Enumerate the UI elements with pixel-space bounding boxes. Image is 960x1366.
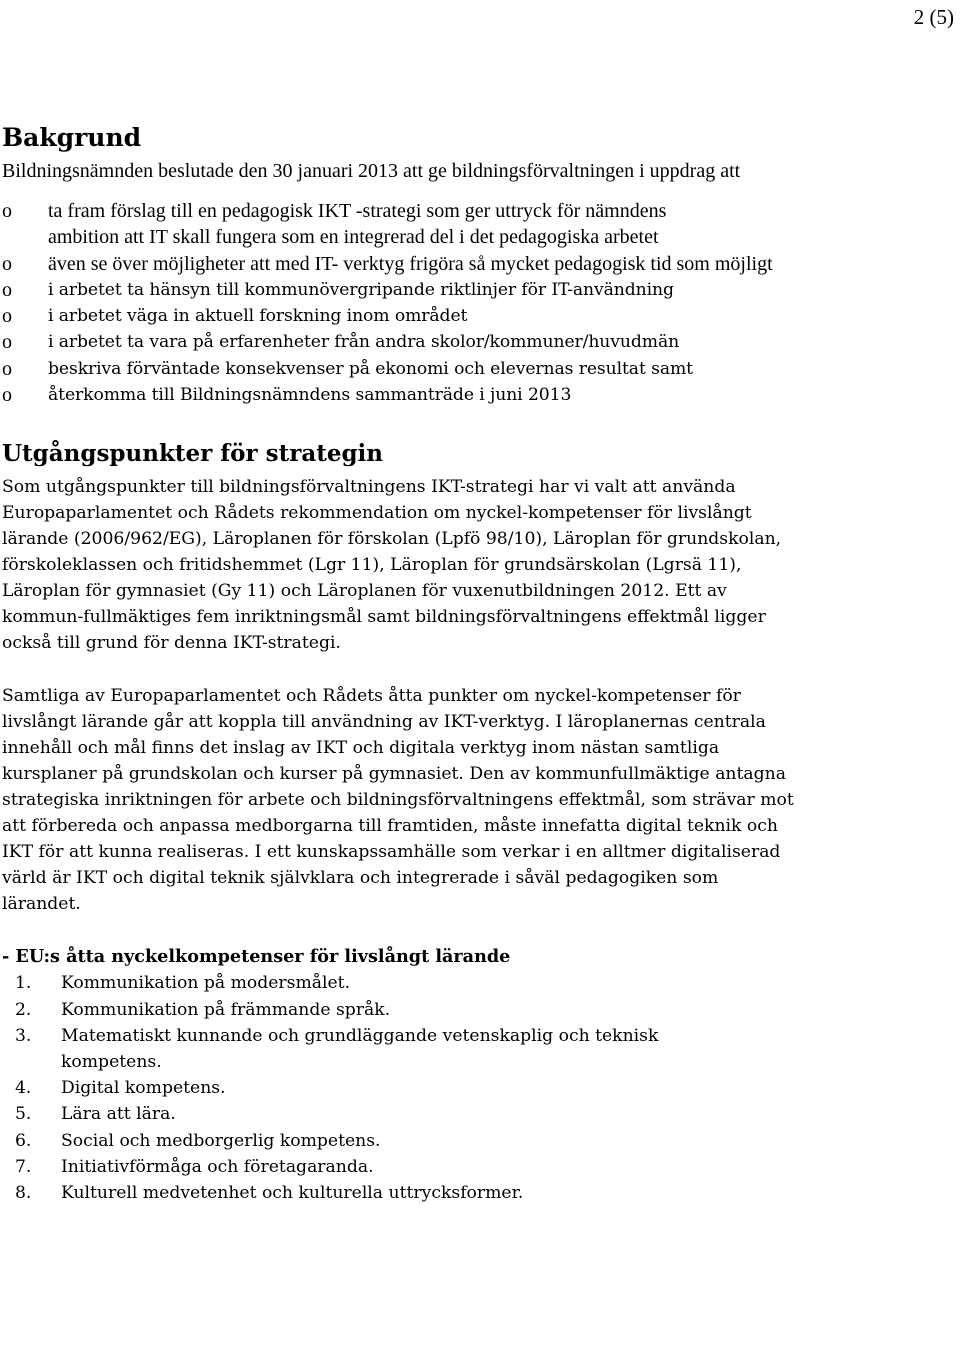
assignment-text: även se över möjligheter att med IT- verktyg frigöra så mycket pedagogisk tid som möjligt: [48, 252, 773, 275]
competence-list: [2, 970, 952, 1206]
competence-text: Social och medborgerlig kompetens.: [61, 1130, 381, 1151]
assignment-item: [2, 329, 952, 355]
competence-number: 5.: [15, 1104, 32, 1125]
list-bullet: o: [2, 305, 12, 328]
competence-item: [2, 1154, 741, 1180]
competence-number: 3.: [15, 1025, 32, 1046]
competence-item: [2, 997, 741, 1023]
assignment-text: i arbetet ta vara på erfarenheter från andra skolor/kommuner/huvudmän: [48, 332, 680, 353]
competence-number: 7.: [15, 1156, 32, 1177]
page-number: 2 (5): [913, 5, 954, 29]
competence-text: Matematiskt kunnande och grundläggande vetenskaplig och teknisk kompetens.: [61, 1025, 659, 1072]
assignment-item: [2, 251, 952, 277]
list-bullet: o: [2, 357, 12, 380]
competence-number: 2.: [15, 999, 32, 1020]
assignment-text: beskriva förväntade konsekvenser på ekonomi och elevernas resultat samt: [48, 358, 693, 379]
assignment-item: [2, 382, 952, 408]
heading-eu-key-competences: - EU:s åtta nyckelkompetenser för livslångt lärande: [2, 946, 511, 968]
paragraph-utgangspunkter: Som utgångspunkter till bildningsförvaltningens IKT-strategi har vi valt att använda Europaparlamentet och Rådets rekommendation om nyckel-kompetenser för livslångt lärande (2006/962/EG), Läroplanen för förskolan (Lpfö 98/10), Läroplan för grundskolan, förskoleklassen och fritidshemmet (Lgr 11), Läroplan för grundsärskolan (Lgrsä 11), Läroplan för gymnasiet (Gy 11) och Läroplanen för vuxenutbildningen 2012. Ett av kommun-fullmäktiges fem inriktningsmål samt bildningsförvaltningens effektmål ligger också till grund för denna IKT-strategi.: [2, 477, 782, 654]
list-bullet: o: [2, 331, 12, 354]
heading-bakgrund: Bakgrund: [2, 123, 142, 152]
bakgrund-intro: Bildningsnämnden beslutade den 30 januari 2013 att ge bildningsförvaltningen i uppdrag att: [2, 160, 741, 182]
competence-item: [2, 1101, 741, 1127]
assignment-text: ta fram förslag till en pedagogisk IKT -strategi som ger uttryck för nämndens ambition att IT skall fungera som en integrerad del i det pedagogiska arbetet: [48, 200, 667, 249]
list-bullet: o: [2, 200, 12, 222]
competence-item: [2, 1023, 741, 1075]
competence-item: [2, 1128, 741, 1154]
competence-item: [2, 1075, 741, 1101]
assignment-text: i arbetet väga in aktuell forskning inom området: [48, 306, 468, 327]
competence-text: Initiativförmåga och företagaranda.: [61, 1156, 374, 1177]
competence-number: 1.: [15, 973, 32, 994]
competence-number: 8.: [15, 1183, 32, 1203]
assignment-item: [2, 303, 952, 329]
heading-utgangspunkter: Utgångspunkter för strategin: [2, 440, 384, 468]
list-bullet: o: [2, 278, 12, 301]
competence-item: [2, 1180, 741, 1206]
competence-item: [2, 970, 741, 996]
document-body: [2, 120, 952, 1206]
assignment-item: [2, 356, 952, 382]
assignment-list: [2, 198, 952, 408]
competence-text: Kulturell medvetenhet och kulturella uttrycksformer.: [61, 1183, 524, 1203]
assignment-item: [2, 277, 952, 303]
competence-text: Kommunikation på främmande språk.: [61, 999, 391, 1020]
paragraph-nyckelkompetenser: Samtliga av Europaparlamentet och Rådets åtta punkter om nyckel-kompetenser för livslångt lärande går att koppla till användning av IKT-verktyg. I läroplanernas centrala innehåll och mål finns det inslag av IKT och digitala verktyg inom nästan samtliga kursplaner på grundskolan och kurser på gymnasiet. Den av kommunfullmäktige antagna strategiska inriktningen för arbete och bildningsförvaltningens effektmål, som strävar mot att förbereda och anpassa medborgarna till framtiden, måste innefatta digital teknik och IKT för att kunna realiseras. I ett kunskapssamhälle som verkar i en alltmer digitaliserad värld är IKT och digital teknik självklara och integrerade i såväl pedagogiken som lärandet.: [2, 686, 794, 915]
assignment-text: i arbetet ta hänsyn till kommunövergripande riktlinjer för IT-användning: [48, 279, 674, 300]
list-bullet: o: [2, 384, 12, 407]
assignment-text: återkomma till Bildningsnämndens sammanträde i juni 2013: [48, 385, 572, 406]
competence-text: Digital kompetens.: [61, 1078, 226, 1099]
competence-number: 4.: [15, 1078, 32, 1099]
assignment-item: [2, 198, 952, 251]
competence-text: Lära att lära.: [61, 1104, 176, 1125]
competence-number: 6.: [15, 1130, 32, 1151]
competence-text: Kommunikation på modersmålet.: [61, 973, 351, 994]
list-bullet: o: [2, 252, 12, 275]
